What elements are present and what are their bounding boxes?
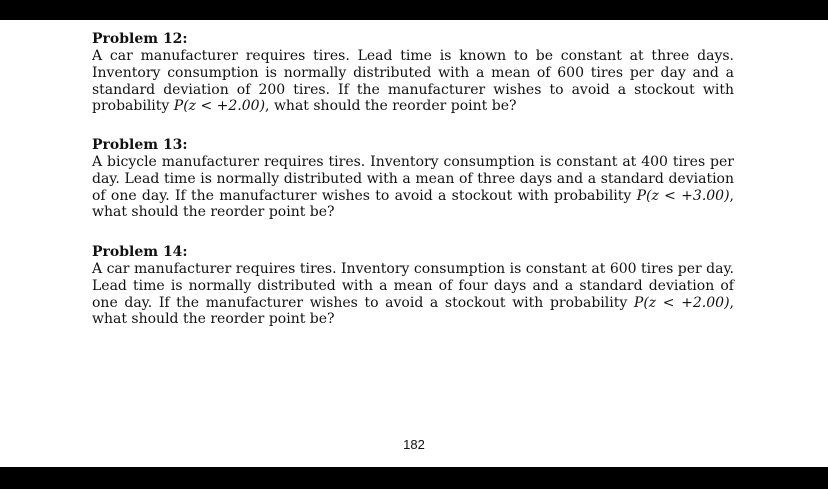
- problem-text: [92, 261, 734, 328]
- page-number: 182: [403, 437, 425, 452]
- problem-14: [92, 244, 734, 328]
- problem-text: [92, 48, 734, 115]
- problem-title: Problem 12:: [92, 31, 188, 47]
- problem-text-before: A bicycle manufacturer requires tires. Inventory consumption is constant at 400 tires per day. Lead time is normally distributed with a mean of three days and a standard deviation of one day. If the manufacturer wishes to avoid a stockout with probability: [92, 154, 734, 204]
- problem-text-after: , what should the reorder point be?: [265, 98, 517, 115]
- problem-text-before: A car manufacturer requires tires. Inventory consumption is constant at 600 tires per day. Lead time is normally distributed with a mean of four days and a standard deviation of one day. If the manufacturer wishes to avoid a stockout with probability: [92, 261, 734, 311]
- probability-expression: P(z < +2.00): [633, 294, 730, 311]
- problem-text-after: , what should the reorder point be?: [92, 187, 734, 221]
- document-page: [0, 20, 828, 467]
- problem-text-before: A car manufacturer requires tires. Lead time is known to be constant at three days. Inventory consumption is normally distributed with a mean of 600 tires per day and a standard deviation of 200 tires. If the manufacturer wishes to avoid a stockout with probability: [92, 48, 734, 115]
- problem-title: Problem 13:: [92, 137, 188, 153]
- problem-12: [92, 31, 734, 115]
- problem-text: [92, 154, 734, 221]
- probability-expression: P(z < +2.00): [173, 98, 266, 115]
- problem-13: [92, 137, 734, 221]
- problem-text-after: , what should the reorder point be?: [92, 294, 734, 328]
- probability-expression: P(z < +3.00): [636, 187, 730, 204]
- problem-title: Problem 14:: [92, 244, 188, 260]
